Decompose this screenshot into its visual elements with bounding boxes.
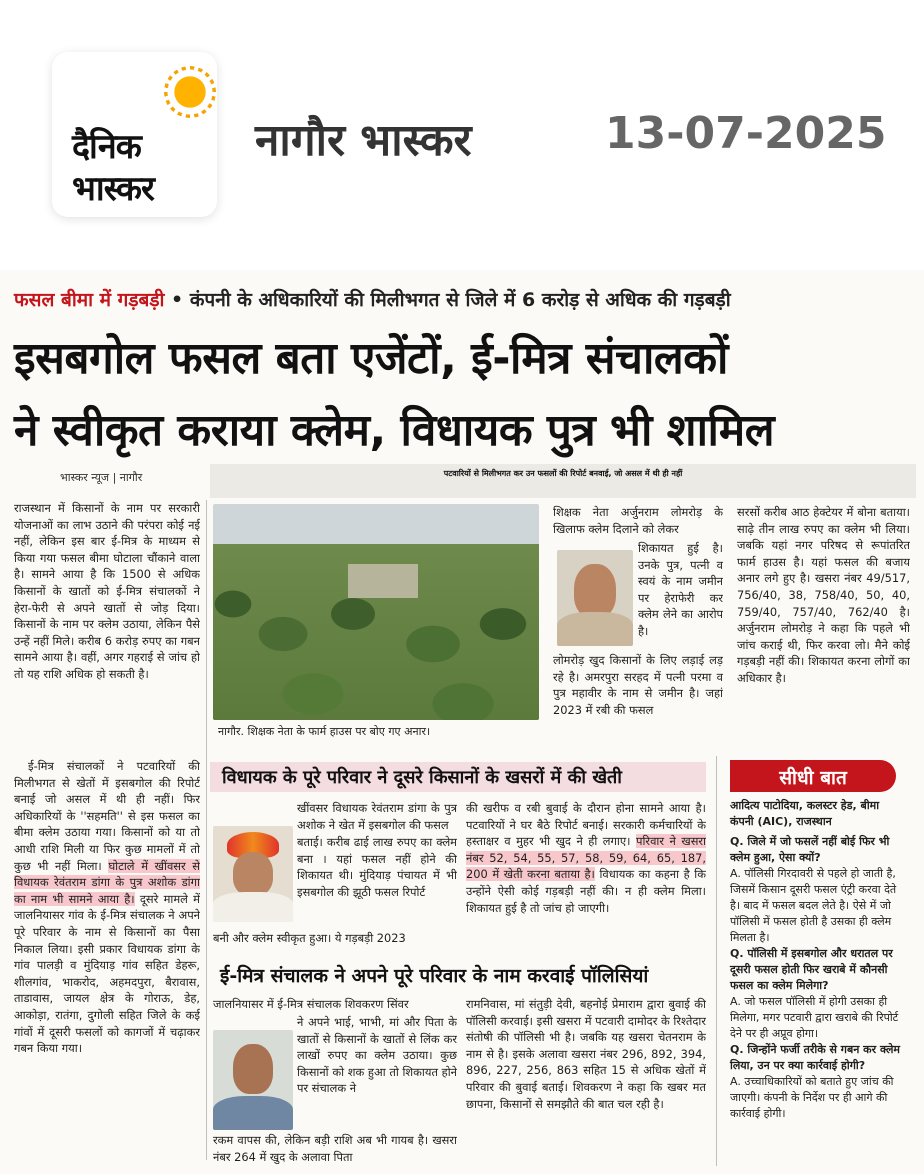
portrait-shivkaran-sinwar (213, 1030, 293, 1130)
section-2-col-1-top: खींवसर विधायक रेवंतराम डांगा के पुत्र अशोक ने खेत में इसबगोल की फसल (297, 801, 457, 832)
section-3-col-1-wrap: ने अपने भाई, भाभी, मां और पिता के खातों से किसानों के खातों से लिंक कर लाखों रुपए का क्लेम उठाया। कुछ किसानों को शक हुआ तो शिकायत होने पर संचालक ने (297, 1015, 457, 1096)
strap-bar (210, 464, 916, 498)
sidebar-intro: आदित्य पाटोदिया, कलस्टर हेड, बीमा कंपनी (AIC), राजस्थान (730, 799, 880, 828)
headline-line-2: ने स्वीकृत कराया क्लेम, विधायक पुत्र भी शामिल (14, 405, 775, 456)
farm-photo (213, 504, 539, 720)
dainik-bhaskar-logo (52, 52, 217, 217)
column-3-body: लोमरोड़ खुद किसानों के लिए लड़ाई लड़ रहे है। अमरपुरा सरहद में पत्नी परमा व पुत्र महावीर के नाम से जमीन है। जहां 2023 में रबी की फसल (553, 653, 723, 717)
farm-house (348, 564, 418, 598)
column-3-wrap: शिकायत हुई है। उनके पुत्र, पत्नी व स्वयं के नाम जमीन पर हेराफेरी कर क्लेम लेने का आरोप है। (638, 541, 723, 638)
sidebar-question-2: Q. पॉलिसी में इसबगोल और धरातल पर दूसरी फसल होती फिर खराबे में कौनसी फसल का क्लेम मिलेगा? (730, 947, 893, 992)
section-2-col-1-end: बनी और क्लेम स्वीकृत हुआ। ये गड़बड़ी 2023 (213, 931, 406, 945)
kicker (14, 286, 731, 312)
portrait-arjunram-lomrod (557, 550, 633, 646)
section-2-col-2-text-a: की खरीफ व रबी बुवाई के दौरान होना सामने आया है। पटवारियों ने घर बैठे रिपोर्ट बनाई। सरकारी कर्मचारियों के हस्ताक्षर व मुहर भी खुद ने ही लगाए। (466, 801, 706, 849)
sun-logo-icon (170, 72, 210, 112)
portrait-face (233, 852, 273, 896)
kicker-label: फसल बीमा में गड़बड़ी (14, 289, 165, 311)
sidebar-question-3: Q. जिन्होंने फर्जी तरीके से गबन कर क्लेम लिया, उन पर क्या कार्रवाई होगी? (730, 1043, 900, 1072)
edition-date: 13-07-2025 (605, 108, 887, 159)
photo-caption: नागौर. शिक्षक नेता के फार्म हाउस पर बोए गए अनार। (218, 725, 431, 738)
sidebar-question-1: Q. जिले में जो फसलें नहीं बोई फिर भी क्लेम हुआ, ऐसा क्यों? (730, 835, 890, 864)
column-rule (206, 500, 207, 1160)
portrait-face (574, 564, 616, 618)
section-3-col-1-top: जालनियासर में ई-मित्र संचालक शिवकरण सिंवर (213, 997, 409, 1011)
portrait-revantram-danga (213, 826, 293, 922)
sidebar-rule (716, 756, 717, 1166)
kicker-text: कंपनी के अधिकारियों की मिलीभगत से जिले में 6 करोड़ से अधिक की गड़बड़ी (189, 289, 731, 311)
strap-text: पटवारियों से मिलीभगत कर उन फसलों की रिपोर्ट बनवाई, जो असल में थी ही नहीं (443, 469, 683, 478)
column-4: सरसों करीब आठ हेक्टेयर में बोना बताया। साढ़े तीन लाख रुपए का क्लेम भी लिया। जबकि यहां नगर परिषद से रूपांतरित फार्म हाउस है। यहां फसल की बजाय अनार लगे हुए है। खसरा नंबर 49/517, 756/40, 38, 758/40, 50, 40, 759/40, 757/40, 762/40 है। अर्जुनराम लोमरोड़ ने कहा कि पहले भी जांच कराई थी, फिर करवा लो। मैने कोई गड़बड़ी नहीं की। शिकायत करना लोगों का अधिकार है। (737, 505, 910, 685)
headline-line-1: इसबगोल फसल बता एजेंटों, ई-मित्र संचालकों (14, 333, 728, 384)
kicker-separator: • (164, 289, 190, 311)
sidebar-title-bar (730, 760, 896, 792)
byline: भास्कर न्यूज | नागौर (60, 471, 143, 484)
sidebar-qa (730, 834, 900, 1122)
sidebar-title: सीधी बात (779, 767, 847, 789)
section-2-col-2-text-b: विधायक का कहना है कि उन्होंने ऐसी कोई गड़बड़ी नहीं की। न ही क्लेम मिला। शिकायत हुई है तो जांच हो जाएगी। (466, 867, 706, 915)
column-1-text-b: दूसरे मामले में जालनियासर गांव के ई-मित्र संचालक ने अपने पूरे परिवार के नाम से किसानों का पैसा निकाल लिया। इसी प्रकार विधायक डांगा के गांव पालड़ी व मुंदियाड़ गांव सहित डेहरू, शीलगांव, भाकरोद, अहमदपुरा, बैरावास, ताडावास, जायल क्षेत्र के गोराऊ, डेह, आकोड़ा, रातंगा, दुगोली सहित जिले के कई गांवों में दूसरी फसलों को कागजों में चढ़ाकर गबन किया गया। (14, 891, 200, 1056)
portrait-shirt (213, 892, 293, 922)
column-1-text-a: ई-मित्र संचालकों ने पटवारियों की मिलीभगत से खेतों में इसबगोल की रिपोर्ट बनाई जो असल में थी ही नहीं। फिर अधिकारियों के ''सहमति'' से इस फसल का बीमा क्लेम उठाया गया। किसानों को या तो आधी राशि मिली या फिर कुछ मामलों में तो कुछ भी नहीं मिला। (14, 759, 200, 873)
logo-line-2: भास्कर (72, 169, 154, 209)
portrait-shirt (213, 1096, 293, 1130)
column-3-top: शिक्षक नेता अर्जुनराम लोमरोड़ के खिलाफ क्लेम दिलाने को लेकर (553, 505, 723, 536)
portrait-face (233, 1044, 273, 1094)
sidebar-answer-1: A. पॉलिसी गिरदावरी से पहले हो जाती है, जिसमें किसान दूसरी फसल एंट्री करवा देते है। बाद में फसल बदल लेते है। ऐसे में जो पॉलिसी में फसल होती है उसका ही क्लेम मिलता है। (730, 867, 897, 944)
section-2-title: विधायक के पूरे परिवार ने दूसरे किसानों के खसरों में की खेती (222, 767, 622, 788)
section-2-col-1-wrap: बताई। करीब ढाई लाख रुपए का क्लेम बना । यहां फसल नहीं होने की शिकायत थी। मुंदियाड़ पंचायत में भी इसबगोल की झूठी फसल रिपोर्ट (297, 835, 457, 899)
sidebar-answer-2: A. जो फसल पॉलिसी में होगी उसका ही मिलेगा, मगर पटवारी द्वारा खराबे की रिपोर्ट देने पर ही अप्रूव होगा। (730, 995, 899, 1040)
section-3-col-1-end: रकम वापस की, लेकिन बड़ी राशि अब भी गायब है। खसरा नंबर 264 में खुद के अलावा पिता (213, 1133, 457, 1164)
logo-line-1: दैनिक (72, 127, 141, 167)
column-1-para-1: राजस्थान में किसानों के नाम पर सरकारी योजनाओं का लाभ उठाने की परंपरा कोई नई नहीं, लेकिन इस बार ई-मित्र के माध्यम से किया गया फसल बीमा घोटाला चौंकाने वाला है। सामने आया है कि 1500 से अधिक किसानों के खातों को ई-मित्र संचालकों ने हेरा-फेरी से अपने खातों से जोड़ दिया। किसानों के नाम पर क्लेम उठाया, लेकिन पैसे उन्हें नहीं मिले। करीब 6 करोड़ रुपए का गबन सामने आया है। वहीं, अगर गहराई से जांच हो तो यह राशि अधिक हो सकती है। (14, 501, 200, 681)
section-2-highlight: परिवार ने खसरा नंबर 52, 54, 55, 57, 58, 59, 64, 65, 187, 200 में खेती करना बताया है। (466, 834, 706, 882)
portrait-shirt (557, 612, 633, 646)
column-1-para-2 (14, 758, 200, 1160)
section-3-col-2: रामनिवास, मां संतुड़ी देवी, बहनोई प्रेमाराम द्वारा बुवाई की पॉलिसी करवाई। इसी खसरा में पटवारी दामोदर के रिश्तेदार संतोषी की पॉलिसी भी है। जबकि यह खसरा चेतनराम के नाम से है। इसके अलावा खसरा नंबर 296, 892, 394, 896, 227, 256, 863 सहित 15 से अधिक खेतों में परिवार की बुवाई बताई। शिवकरण ने कहा कि खबर मत छापना, किसानों से समझौते की बात चल रही है। (466, 997, 706, 1111)
sidebar-answer-3: A. उच्चाधिकारियों को बताते हुए जांच की जाएगी। कंपनी के निर्देश पर ही आगे की कार्रवाई होगी। (730, 1075, 894, 1120)
section-2-col-2 (466, 800, 706, 950)
column-1-highlight: घोटाले में खींवसर से विधायक रेवंतराम डांगा के पुत्र अशोक डांगा का नाम भी सामने आया है। (14, 858, 200, 906)
edition-title: नागौर भास्कर (255, 115, 472, 166)
section-3-title: ई-मित्र संचालक ने अपने पूरे परिवार के नाम करवाई पॉलिसियां (220, 965, 649, 987)
